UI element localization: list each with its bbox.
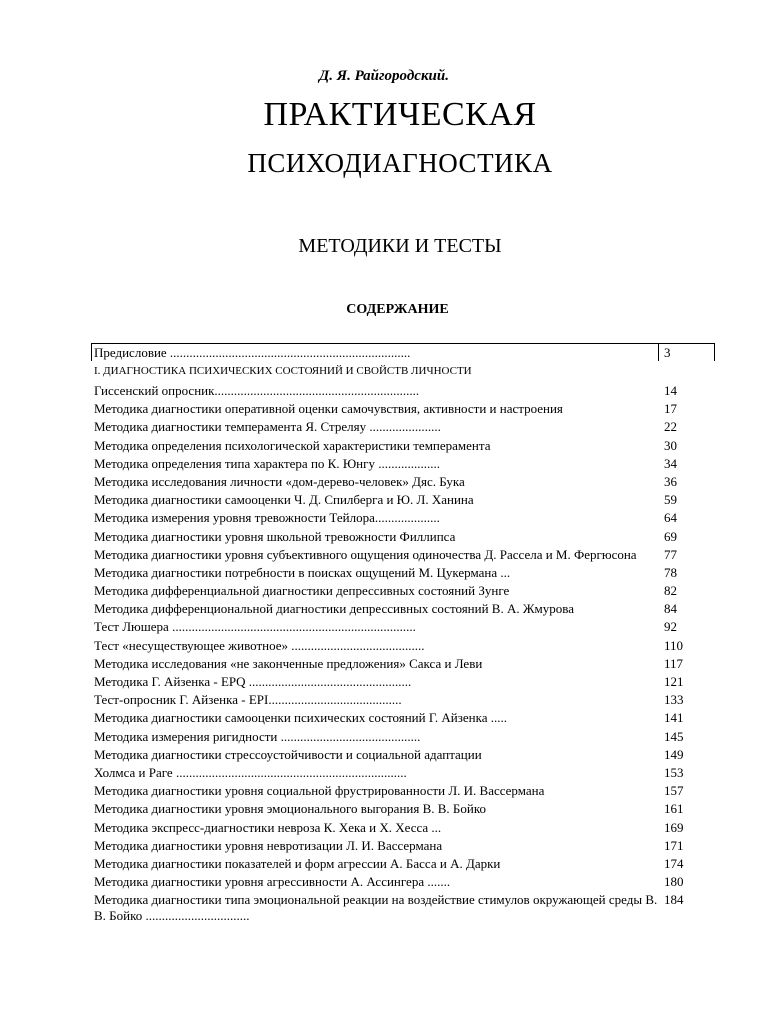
toc-row[interactable] (94, 674, 714, 690)
toc-entry-title: Тест Люшера ........................................................................... (94, 619, 416, 635)
toc-entry-page: 184 (664, 892, 684, 908)
toc-entry-title: Методика дифференциональной диагностики депрессивных состояний В. А. Жмурова (94, 601, 574, 617)
toc-entry-page: 3 (664, 345, 671, 360)
toc-entry-page: 17 (664, 401, 677, 417)
toc-row-preface[interactable] (94, 345, 714, 361)
toc-entry-title: Предисловие .......................................................................... (94, 345, 411, 360)
author-name: Д. Я. Райгородский. (319, 68, 449, 84)
toc-entry-title: Методика диагностики уровня субъективного ощущения одиночества Д. Рассела и М. Фергюсона (94, 546, 637, 562)
toc-row[interactable] (94, 438, 714, 454)
toc-entry-page: 92 (664, 619, 677, 635)
toc-entries (94, 383, 714, 924)
toc-entry-page: 153 (664, 764, 684, 780)
toc-row[interactable] (94, 783, 714, 799)
table-border-left (91, 343, 92, 361)
toc-entry-page: 171 (664, 837, 684, 853)
toc-entry-title: Методика диагностики уровня социальной фрустрированности Л. И. Вассермана (94, 783, 545, 799)
toc-entry-title: Методика диагностики уровня агрессивности А. Ассингера ....... (94, 874, 451, 890)
toc-row[interactable] (94, 892, 714, 924)
toc-entry-title: Методика диагностики темперамента Я. Стреляу ...................... (94, 419, 441, 435)
toc-row[interactable] (94, 874, 714, 890)
book-subtitle: МЕТОДИКИ И ТЕСТЫ (298, 235, 502, 257)
toc-entry-title: Методика диагностики уровня невротизации Л. И. Вассермана (94, 837, 443, 853)
toc-row[interactable] (94, 510, 714, 526)
toc-entry-title: Методика исследования «не законченные предложения» Сакса и Леви (94, 655, 483, 671)
toc-entry-page: 34 (664, 455, 677, 471)
toc-row[interactable] (94, 656, 714, 672)
toc-entry-page: 117 (664, 655, 684, 671)
toc-row[interactable] (94, 419, 714, 435)
toc-entry-title: Тест-опросник Г. Айзенка - EPI......................................... (94, 692, 402, 708)
toc-entry-page: 84 (664, 601, 677, 617)
toc-entry-page: 145 (664, 728, 684, 744)
toc-entry-title: Методика Г. Айзенка - EPQ .................................................. (94, 674, 412, 689)
toc-row[interactable] (94, 638, 714, 654)
toc-row[interactable] (94, 692, 714, 708)
toc-entry-title: Методика дифференциальной диагностики депрессивных состояний Зунге (94, 583, 510, 599)
toc-entry-page: 59 (664, 492, 677, 508)
toc-row[interactable] (94, 547, 714, 563)
toc-entry-title: Методика измерения ригидности ........................................... (94, 728, 421, 744)
toc-entry-page: 77 (664, 546, 677, 562)
toc-row[interactable] (94, 856, 714, 872)
toc-entry-page: 82 (664, 583, 677, 599)
toc-row[interactable] (94, 583, 714, 599)
toc-entry-title: Методика исследования личности «дом-дерево-человек» Дяс. Бука (94, 473, 465, 489)
contents-heading: СОДЕРЖАНИЕ (346, 302, 449, 317)
toc-entry-page: 149 (664, 746, 684, 762)
toc-entry-page: 157 (664, 783, 684, 799)
toc-entry-page: 133 (664, 692, 684, 708)
toc-row[interactable] (94, 474, 714, 490)
toc-entry-title: Методика измерения уровня тревожности Тейлора.................... (94, 510, 440, 526)
toc-entry-title: Методика экспресс-диагностики невроза К. Хека и X. Хесса ... (94, 819, 442, 835)
toc-entry-title: Методика диагностики уровня эмоционального выгорания В. В. Бойко (94, 801, 487, 817)
toc-entry-page: 161 (664, 801, 684, 817)
toc-entry-page: 14 (664, 383, 677, 398)
toc-entry-title: Методика диагностики типа эмоциональной реакции на воздействие стимулов окружающей среды В. В. Бойко ................................ (94, 892, 658, 924)
toc-row[interactable] (94, 383, 714, 399)
toc-entry-page: 121 (664, 674, 684, 689)
table-of-contents (94, 345, 714, 924)
toc-entry-page: 141 (664, 710, 684, 726)
toc-entry-page: 78 (664, 564, 677, 580)
toc-entry-title: Тест «несуществующее животное» ......................................... (94, 637, 425, 653)
toc-row[interactable] (94, 401, 714, 417)
toc-row[interactable] (94, 492, 714, 508)
toc-entry-title: Методика определения психологической характеристики темперамента (94, 437, 491, 453)
book-title-line1: ПРАКТИЧЕСКАЯ (263, 96, 537, 133)
toc-entry-title: Холмса и Раге ....................................................................... (94, 764, 407, 780)
toc-entry-page: 69 (664, 528, 677, 544)
toc-entry-page: 180 (664, 874, 684, 890)
toc-row[interactable] (94, 601, 714, 617)
toc-entry-title: Методика диагностики потребности в поисках ощущений М. Цукермана ... (94, 564, 511, 580)
toc-entry-page: 174 (664, 855, 684, 871)
toc-row[interactable] (94, 710, 714, 726)
table-border-right (714, 343, 715, 361)
toc-entry-page: 169 (664, 819, 684, 835)
table-border-top (91, 343, 715, 344)
toc-row[interactable] (94, 838, 714, 854)
toc-entry-title: Гиссенский опросник............................................................... (94, 383, 420, 398)
toc-section-heading: I. ДИАГНОСТИКА ПСИХИЧЕСКИХ СОСТОЯНИЙ И СВОЙСТВ ЛИЧНОСТИ (94, 365, 472, 377)
toc-entry-title: Методика диагностики оперативной оценки самочувствия, активности и настроения (94, 401, 563, 417)
toc-row[interactable] (94, 565, 714, 581)
toc-entry-page: 64 (664, 510, 677, 526)
toc-entry-title: Методика диагностики самооценки Ч. Д. Спилберга и Ю. Л. Ханина (94, 492, 474, 508)
toc-row[interactable] (94, 619, 714, 635)
toc-entry-page: 22 (664, 419, 677, 435)
toc-entry-title: Методика диагностики стрессоустойчивости и социальной адаптации (94, 746, 482, 762)
toc-row[interactable] (94, 765, 714, 781)
toc-entry-page: 30 (664, 437, 677, 453)
toc-entry-title: Методика диагностики уровня школьной тревожности Филлипса (94, 528, 456, 544)
toc-row[interactable] (94, 729, 714, 745)
toc-entry-title: Методика определения типа характера по К. Юнгу ................... (94, 455, 440, 471)
toc-row[interactable] (94, 529, 714, 545)
toc-row[interactable] (94, 747, 714, 763)
toc-row[interactable] (94, 801, 714, 817)
toc-row[interactable] (94, 456, 714, 472)
toc-entry-title: Методика диагностики самооценки психических состояний Г. Айзенка ..... (94, 710, 507, 726)
toc-entry-title: Методика диагностики показателей и форм агрессии А. Басса и А. Дарки (94, 855, 501, 871)
book-title-line2: ПСИХОДИАГНОСТИКА (247, 148, 553, 178)
toc-row[interactable] (94, 820, 714, 836)
toc-entry-page: 36 (664, 473, 677, 489)
toc-entry-page: 110 (664, 637, 684, 653)
